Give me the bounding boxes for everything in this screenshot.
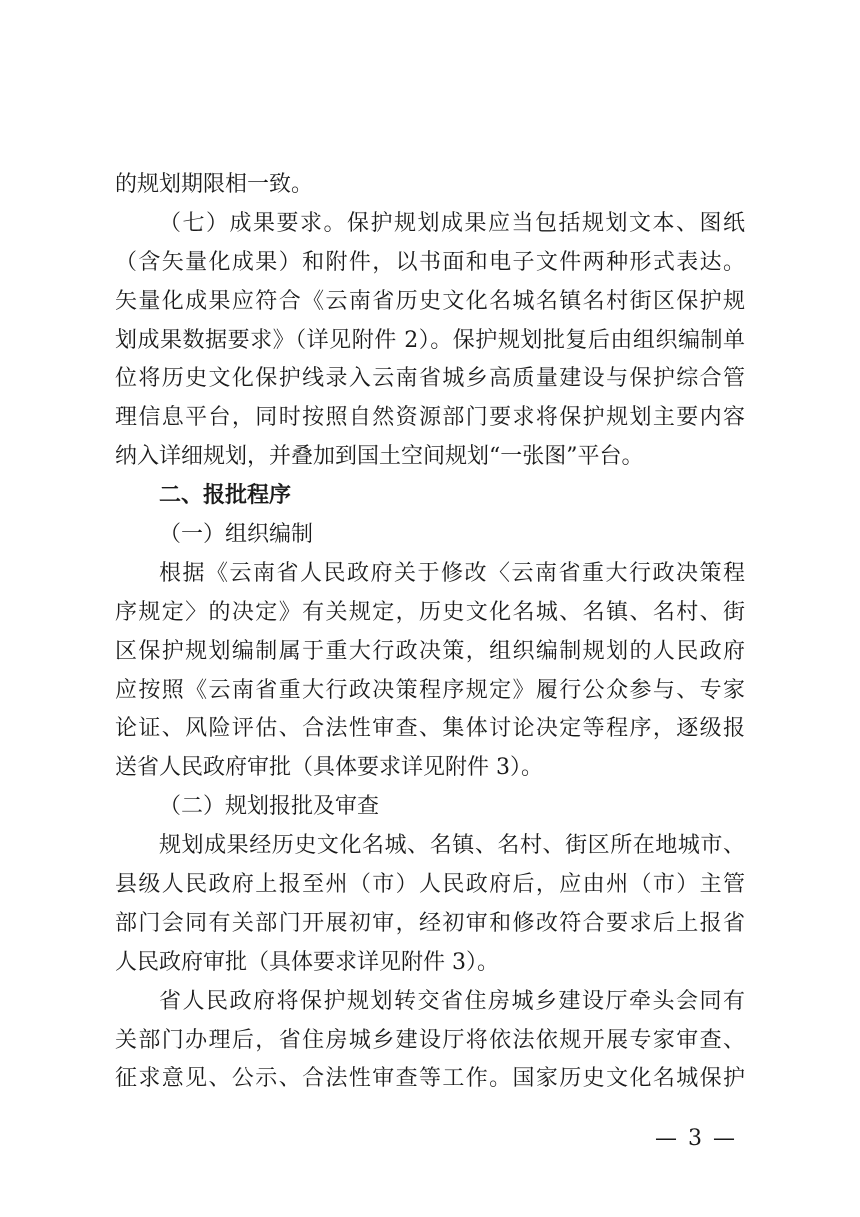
- subsection-heading: （二）规划报批及审查: [159, 794, 380, 820]
- text-line: 根据《云南省人民政府关于修改〈云南省重大行政决策程: [159, 560, 745, 586]
- text-line: 纳入详细规划，并叠加到国土空间规划“一张图”平台。: [115, 444, 644, 470]
- text-line: 的规划期限相一致。: [115, 172, 314, 197]
- text-line: 位将历史文化保护线录入云南省城乡高质量建设与保护综合管: [115, 366, 745, 392]
- text-line: 人民政府审批（具体要求详见附件 3）。: [115, 949, 499, 975]
- text-line: 理信息平台，同时按照自然资源部门要求将保护规划主要内容: [115, 405, 745, 431]
- text-line: 县级人民政府上报至州（市）人民政府后，应由州（市）主管: [115, 872, 745, 898]
- text-line: 征求意见、公示、合法性审查等工作。国家历史文化名城保护: [115, 1066, 745, 1092]
- text-line: 矢量化成果应符合《云南省历史文化名城名镇名村街区保护规: [115, 288, 745, 314]
- text-line: 部门会同有关部门开展初审，经初审和修改符合要求后上报省: [115, 910, 745, 936]
- text-line: 划成果数据要求》（详见附件 2）。保护规划批复后由组织编制单: [115, 327, 745, 353]
- text-line: 规划成果经历史文化名城、名镇、名村、街区所在地城市、: [159, 833, 745, 859]
- text-line: 送省人民政府审批（具体要求详见附件 3）。: [115, 755, 543, 781]
- text-line: 省人民政府将保护规划转交省住房城乡建设厅牵头会同有: [159, 988, 745, 1014]
- text-line: （含矢量化成果）和附件，以书面和电子文件两种形式表达。: [115, 249, 745, 275]
- text-line: 关部门办理后，省住房城乡建设厅将依法依规开展专家审查、: [115, 1027, 745, 1053]
- text-line: 区保护规划编制属于重大行政决策，组织编制规划的人民政府: [115, 638, 745, 664]
- text-line: 应按照《云南省重大行政决策程序规定》履行公众参与、专家: [115, 677, 745, 703]
- text-line: 序规定〉的决定》有关规定，历史文化名城、名镇、名村、街: [115, 599, 745, 625]
- document-body: [115, 166, 745, 1099]
- subsection-heading: （一）组织编制: [159, 522, 314, 548]
- section-heading: 二、报批程序: [159, 483, 292, 509]
- text-line: 论证、风险评估、合法性审查、集体讨论决定等程序，逐级报: [115, 716, 745, 742]
- section-7-heading-line: （七）成果要求。保护规划成果应当包括规划文本、图纸: [159, 210, 745, 236]
- page-number: — 3 —: [655, 1126, 737, 1151]
